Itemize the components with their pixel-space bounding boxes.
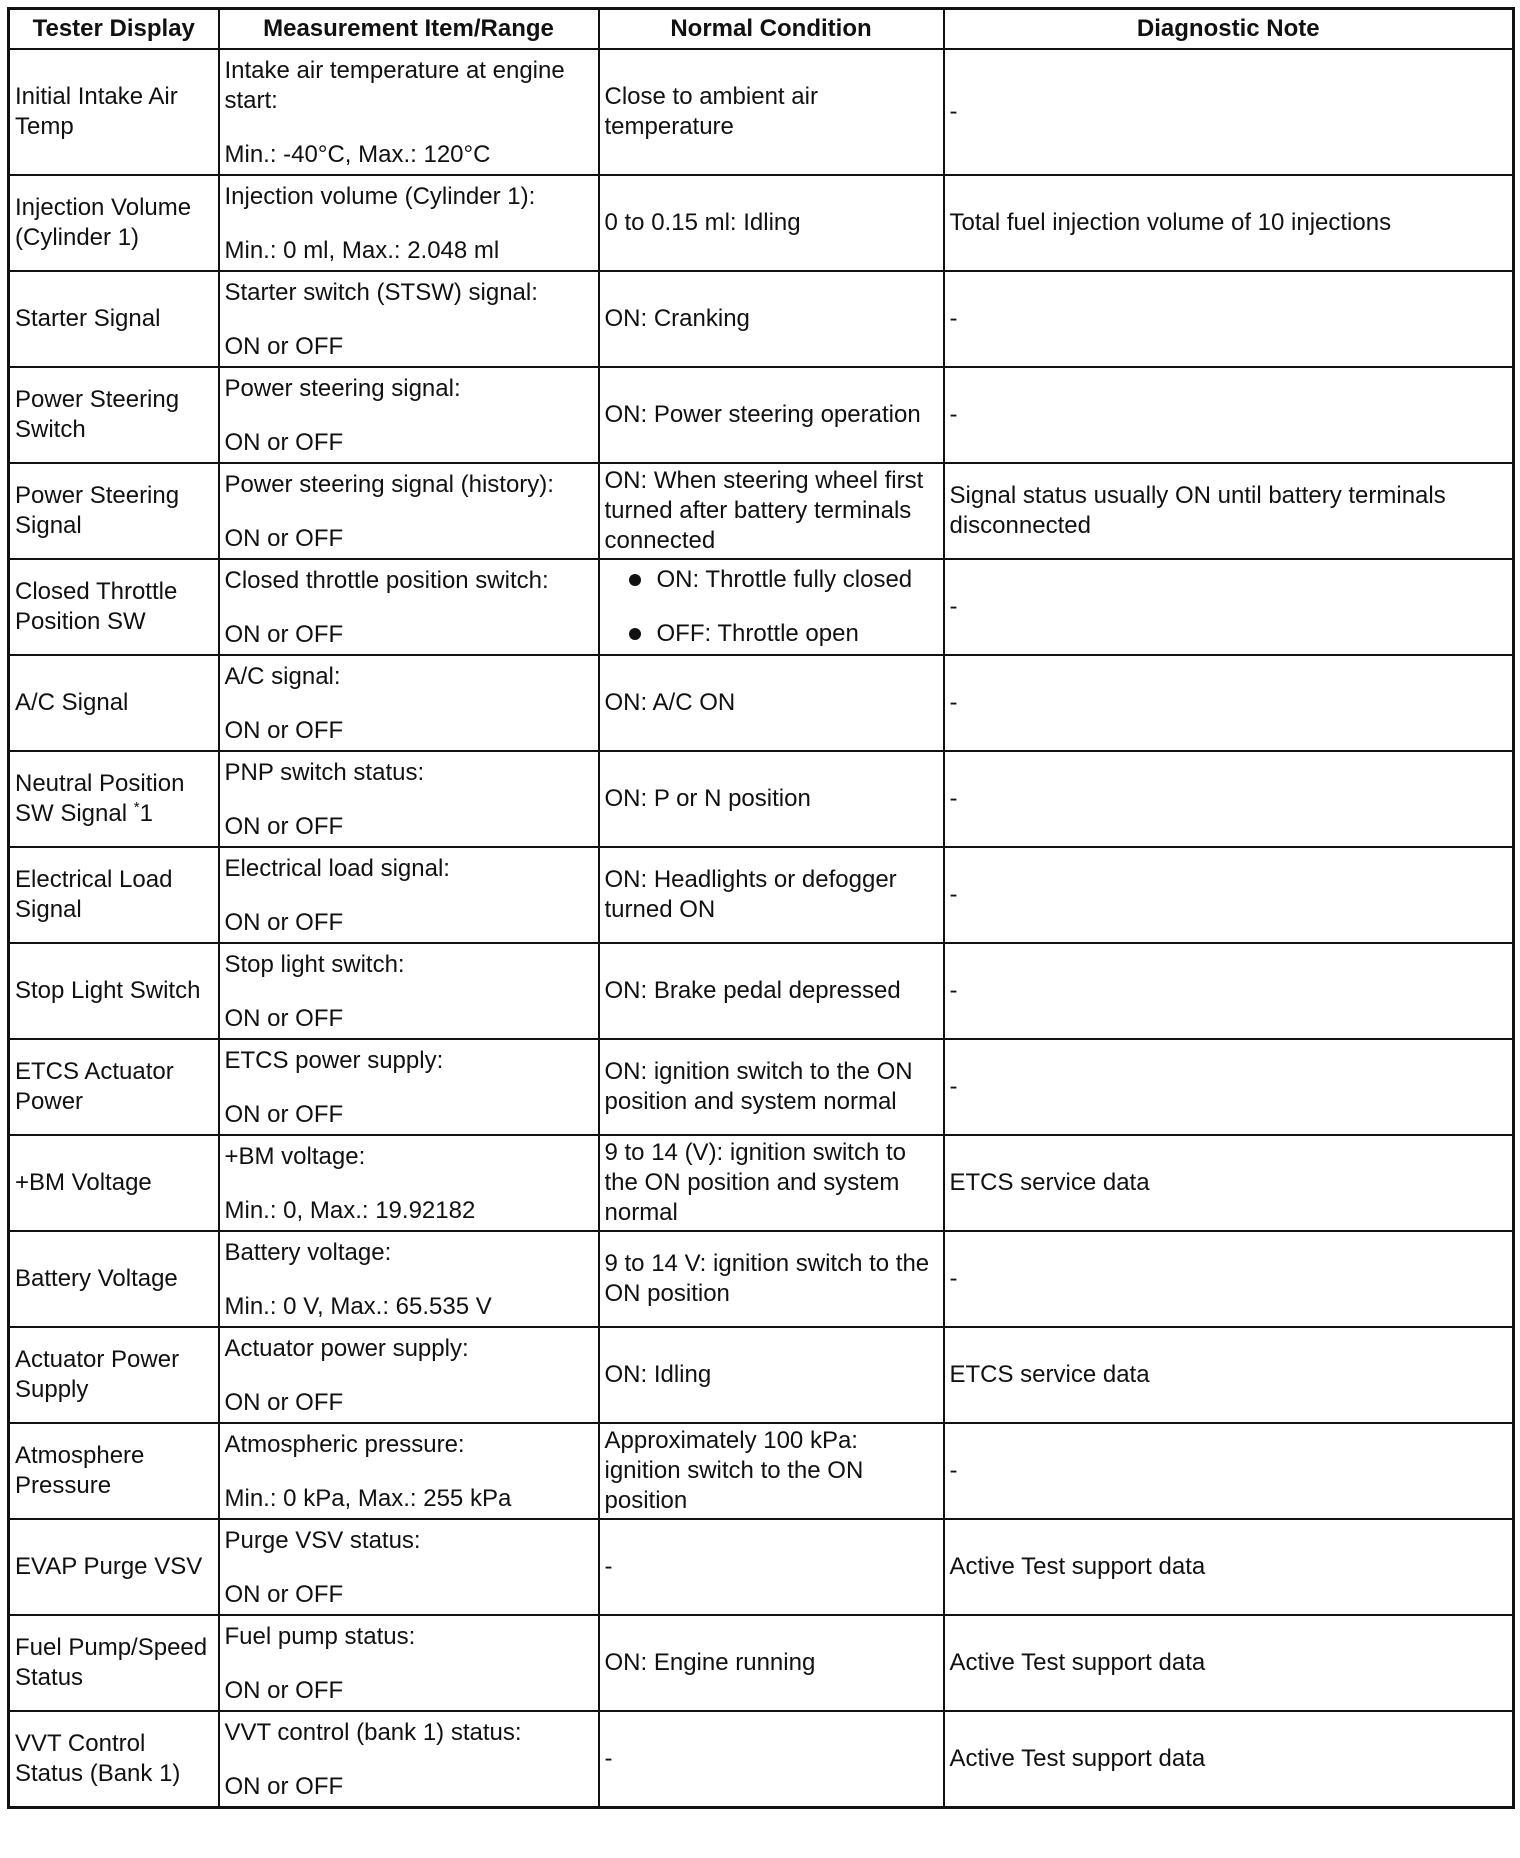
normal-condition-text: ON: Power steering operation [604,401,921,428]
cell-diagnostic-note [944,655,1514,751]
diagnostic-note-text: ETCS service data [949,1361,1150,1388]
header-diagnostic-note: Diagnostic Note [944,9,1514,50]
measurement-item-text: Purge VSV status: [224,1527,421,1554]
tester-display-text: +BM Voltage [15,1169,152,1196]
cell-tester-display [9,751,219,847]
cell-normal-condition [599,1327,944,1423]
measurement-item-text: Atmospheric pressure: [224,1431,465,1458]
normal-condition-text: - [604,1553,613,1580]
cell-measurement-item [219,1039,599,1135]
normal-condition-text: ON: Throttle fully closed [656,566,913,593]
cell-tester-display [9,655,219,751]
measurement-item-text: Injection volume (Cylinder 1): [224,183,536,210]
measurement-item-text: Stop light switch: [224,951,405,978]
table-row [9,1039,1514,1135]
cell-tester-display [9,1519,219,1615]
tester-display-text: Fuel Pump/Speed Status [15,1634,208,1691]
measurement-range-text: ON or OFF [224,1773,344,1800]
cell-measurement-item [219,943,599,1039]
measurement-item-text: VVT control (bank 1) status: [224,1719,522,1746]
cell-measurement-item [219,175,599,271]
tester-display-text: Neutral Position SW Signal [15,770,185,827]
measurement-range-text: Min.: 0 V, Max.: 65.535 V [224,1293,492,1320]
measurement-range-text: ON or OFF [224,1581,344,1608]
table-row [9,175,1514,271]
normal-condition-text: ON: Brake pedal depressed [604,977,901,1004]
measurement-range-text: ON or OFF [224,1677,344,1704]
normal-condition-text: - [604,1745,613,1772]
cell-diagnostic-note [944,367,1514,463]
tester-display-text: Atmosphere Pressure [15,1442,145,1499]
measurement-range-text: Min.: 0 kPa, Max.: 255 kPa [224,1485,512,1512]
bullet-icon [629,628,641,640]
diagnostic-note-text: Total fuel injection volume of 10 injections [949,209,1392,236]
diagnostic-note-text: - [949,881,958,908]
table-row [9,271,1514,367]
cell-normal-condition [599,1135,944,1231]
cell-normal-condition [599,847,944,943]
table-row [9,751,1514,847]
tester-display-text: Actuator Power Supply [15,1346,180,1403]
normal-condition-text: 9 to 14 V: ignition switch to the ON position [604,1250,930,1307]
cell-normal-condition [599,1231,944,1327]
diagnostic-note-text: - [949,401,958,428]
table-row [9,1135,1514,1231]
cell-normal-condition [599,271,944,367]
tester-display-text: Closed Throttle Position SW [15,578,178,635]
cell-measurement-item [219,1519,599,1615]
normal-condition-text: ON: Idling [604,1361,712,1388]
measurement-range-text: ON or OFF [224,1389,344,1416]
cell-tester-display [9,463,219,559]
normal-condition-text: ON: When steering wheel first turned after battery terminals connected [604,467,924,554]
measurement-item-text: PNP switch status: [224,759,425,786]
data-list-table [7,7,1515,1809]
cell-normal-condition [599,1423,944,1519]
measurement-range-text: ON or OFF [224,429,344,456]
cell-diagnostic-note [944,1039,1514,1135]
header-normal-condition: Normal Condition [599,9,944,50]
tester-display-text: VVT Control Status (Bank 1) [15,1730,181,1787]
tester-display-text: EVAP Purge VSV [15,1553,203,1580]
table-row [9,1327,1514,1423]
cell-normal-condition [599,655,944,751]
cell-measurement-item [219,1711,599,1808]
diagnostic-note-text: - [949,1073,958,1100]
measurement-range-text: ON or OFF [224,813,344,840]
cell-measurement-item [219,367,599,463]
diagnostic-note-text: - [949,785,958,812]
measurement-item-text: Starter switch (STSW) signal: [224,279,538,306]
cell-tester-display [9,1135,219,1231]
cell-measurement-item [219,1423,599,1519]
cell-normal-condition [599,49,944,175]
table-row [9,1711,1514,1808]
header-measurement-item: Measurement Item/Range [219,9,599,50]
cell-normal-condition [599,751,944,847]
diagnostic-note-text: - [949,305,958,332]
measurement-item-text: Closed throttle position switch: [224,567,549,594]
table-row [9,559,1514,655]
cell-diagnostic-note [944,1135,1514,1231]
cell-normal-condition [599,943,944,1039]
cell-diagnostic-note [944,1711,1514,1808]
cell-measurement-item [219,1327,599,1423]
cell-measurement-item [219,271,599,367]
diagnostic-note-text: Active Test support data [949,1553,1206,1580]
tester-display-text: Battery Voltage [15,1265,178,1292]
cell-tester-display [9,943,219,1039]
normal-condition-text: ON: Cranking [604,305,750,332]
diagnostic-note-text: Active Test support data [949,1649,1206,1676]
cell-tester-display [9,847,219,943]
cell-measurement-item [219,1615,599,1711]
normal-condition-text: 0 to 0.15 ml: Idling [604,209,801,236]
table-row [9,847,1514,943]
cell-measurement-item [219,655,599,751]
normal-condition-text: ON: Engine running [604,1649,816,1676]
cell-diagnostic-note [944,1519,1514,1615]
measurement-range-text: ON or OFF [224,909,344,936]
cell-normal-condition [599,1039,944,1135]
measurement-range-text: ON or OFF [224,1101,344,1128]
list-item [625,619,938,649]
list-item [625,565,938,595]
normal-condition-text: 9 to 14 (V): ignition switch to the ON position and system normal [604,1139,906,1226]
footnote-mark: * [133,799,140,816]
diagnostic-note-text: - [949,98,958,125]
table-row [9,367,1514,463]
cell-tester-display [9,1711,219,1808]
measurement-item-text: +BM voltage: [224,1143,366,1170]
cell-tester-display [9,49,219,175]
cell-tester-display [9,175,219,271]
cell-tester-display [9,1615,219,1711]
diagnostic-note-text: - [949,977,958,1004]
cell-measurement-item [219,847,599,943]
cell-measurement-item [219,1231,599,1327]
cell-measurement-item [219,751,599,847]
measurement-range-text: Min.: -40°C, Max.: 120°C [224,141,491,168]
normal-condition-text: ON: A/C ON [604,689,736,716]
cell-measurement-item [219,1135,599,1231]
cell-diagnostic-note [944,943,1514,1039]
cell-diagnostic-note [944,751,1514,847]
cell-tester-display [9,1231,219,1327]
table-row [9,463,1514,559]
cell-tester-display [9,367,219,463]
cell-tester-display [9,1423,219,1519]
normal-condition-text: ON: Headlights or defogger turned ON [604,866,897,923]
measurement-range-text: ON or OFF [224,717,344,744]
measurement-item-text: Battery voltage: [224,1239,392,1266]
header-row [9,9,1514,50]
measurement-range-text: Min.: 0, Max.: 19.92182 [224,1197,476,1224]
table-row [9,1615,1514,1711]
measurement-range-text: ON or OFF [224,525,344,552]
diagnostic-note-text: Signal status usually ON until battery terminals disconnected [949,482,1446,539]
measurement-item-text: Electrical load signal: [224,855,450,882]
tester-display-text: Injection Volume (Cylinder 1) [15,194,192,251]
cell-normal-condition [599,175,944,271]
cell-normal-condition [599,463,944,559]
normal-condition-text: Approximately 100 kPa: ignition switch to the ON position [604,1427,864,1514]
cell-diagnostic-note [944,559,1514,655]
measurement-item-text: Intake air temperature at engine start: [224,57,565,114]
cell-normal-condition [599,367,944,463]
measurement-range-text: ON or OFF [224,333,344,360]
cell-normal-condition [599,1615,944,1711]
diagnostic-note-text: - [949,689,958,716]
measurement-item-text: Actuator power supply: [224,1335,469,1362]
cell-diagnostic-note [944,49,1514,175]
measurement-range-text: Min.: 0 ml, Max.: 2.048 ml [224,237,500,264]
measurement-range-text: ON or OFF [224,1005,344,1032]
table-row [9,943,1514,1039]
cell-measurement-item [219,559,599,655]
normal-condition-text: ON: P or N position [604,785,811,812]
cell-diagnostic-note [944,271,1514,367]
diagnostic-note-text: - [949,593,958,620]
cell-measurement-item [219,463,599,559]
measurement-item-text: Power steering signal: [224,375,461,402]
tester-display-text: A/C Signal [15,689,129,716]
measurement-item-text: ETCS power supply: [224,1047,444,1074]
tester-display-text: Initial Intake Air Temp [15,83,178,140]
cell-diagnostic-note [944,175,1514,271]
cell-tester-display [9,1039,219,1135]
cell-tester-display [9,559,219,655]
cell-diagnostic-note [944,463,1514,559]
footnote-number: 1 [139,800,153,827]
header-tester-display: Tester Display [9,9,219,50]
normal-condition-list [605,565,938,649]
tester-display-text: Electrical Load Signal [15,866,173,923]
measurement-item-text: Power steering signal (history): [224,471,554,498]
tester-display-text: Power Steering Switch [15,386,180,443]
cell-measurement-item [219,49,599,175]
cell-normal-condition [599,1711,944,1808]
normal-condition-text: Close to ambient air temperature [604,83,818,140]
tester-display-text: Power Steering Signal [15,482,180,539]
table-row [9,1423,1514,1519]
measurement-item-text: A/C signal: [224,663,341,690]
measurement-range-text: ON or OFF [224,621,344,648]
normal-condition-text: ON: ignition switch to the ON position and system normal [604,1058,913,1115]
diagnostic-note-text: - [949,1457,958,1484]
cell-tester-display [9,271,219,367]
tester-display-text: Starter Signal [15,305,161,332]
table-row [9,1519,1514,1615]
table-row [9,1231,1514,1327]
bullet-icon [629,574,641,586]
diagnostic-note-text: - [949,1265,958,1292]
cell-tester-display [9,1327,219,1423]
measurement-item-text: Fuel pump status: [224,1623,416,1650]
diagnostic-note-text: Active Test support data [949,1745,1206,1772]
cell-normal-condition [599,1519,944,1615]
cell-diagnostic-note [944,1615,1514,1711]
table-row [9,49,1514,175]
document-page [7,7,1515,1809]
cell-diagnostic-note [944,1231,1514,1327]
normal-condition-text: OFF: Throttle open [656,620,859,647]
diagnostic-note-text: ETCS service data [949,1169,1150,1196]
tester-display-text: Stop Light Switch [15,977,201,1004]
cell-diagnostic-note [944,847,1514,943]
cell-diagnostic-note [944,1327,1514,1423]
tester-display-text: ETCS Actuator Power [15,1058,174,1115]
table-row [9,655,1514,751]
cell-normal-condition [599,559,944,655]
cell-diagnostic-note [944,1423,1514,1519]
